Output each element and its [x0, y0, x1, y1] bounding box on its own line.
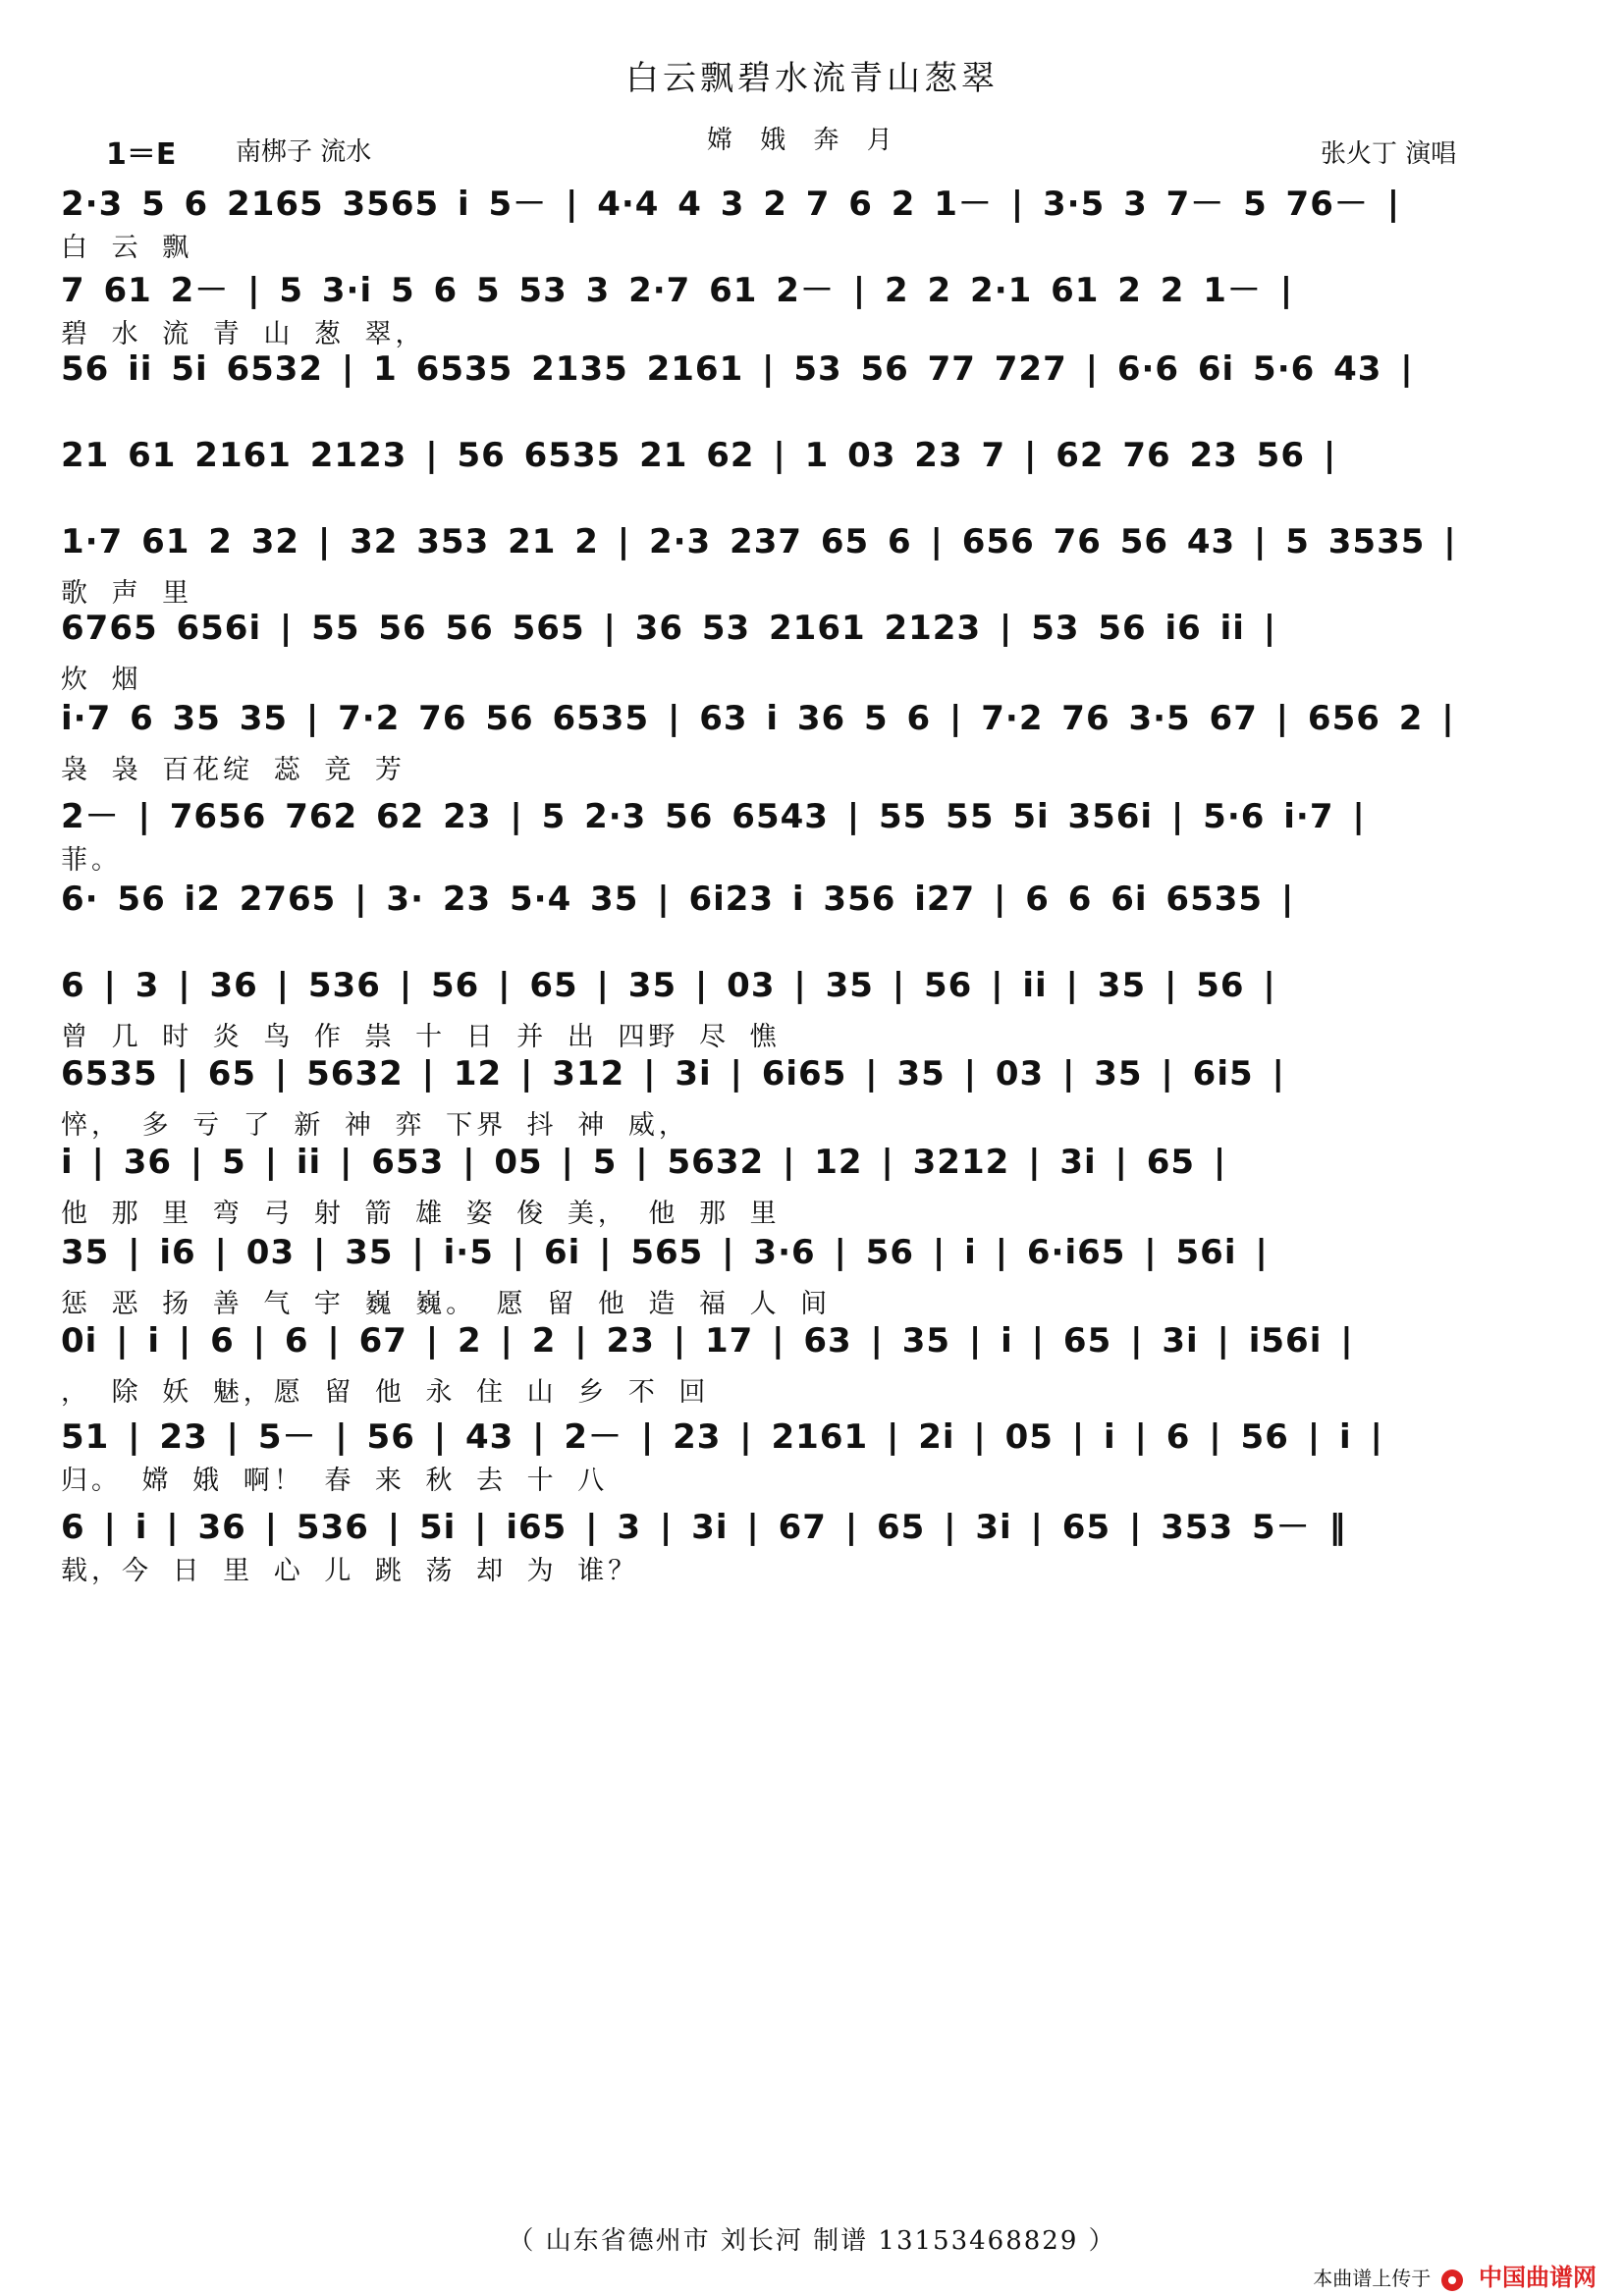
lyric-line: 归。 嫦 娥 啊！ 春 来 秋 去 十 八: [61, 1466, 609, 1496]
lyric-line: ， 除 妖 魅，愿 留 他 永 住 山 乡 不 回: [61, 1377, 710, 1408]
staff-system: [61, 1143, 1581, 1229]
watermark-label: 本曲谱上传于: [1313, 2267, 1432, 2290]
transcriber-credit: （ 山东省德州市 刘长河 制谱 13153468829 ）: [508, 2226, 1116, 2256]
notation-line: 51 | 23 | 5－ | 56 | 43 | 2－ | 23 | 2161 | 2i | 05 | i | 6 | 56 | i |: [61, 1417, 1383, 1457]
staff-system: [61, 349, 1581, 420]
lyric-line: 悴， 多 亏 了 新 神 弈 下界 抖 神 威，: [61, 1110, 689, 1141]
mode-label: 南梆子 流水: [236, 137, 372, 167]
staff-system: [61, 1233, 1581, 1319]
notation-line: 2－ | 7656 762 62 23 | 5 2·3 56 6543 | 55 55 5i 356i | 5·6 i·7 |: [61, 797, 1366, 836]
lyric-line: 载，今 日 里 心 儿 跳 荡 却 为 谁？: [61, 1556, 639, 1586]
notation-line: 56 ii 5i 6532 | 1 6535 2135 2161 | 53 56 77 727 | 6·6 6i 5·6 43 |: [61, 349, 1414, 389]
staff-system: [61, 522, 1581, 609]
notation-line: i | 36 | 5 | ii | 653 | 05 | 5 | 5632 | 12 | 3212 | 3i | 65 |: [61, 1143, 1227, 1182]
notation-line: 6· 56 i2 2765 | 3· 23 5·4 35 | 6i23 i 356 i27 | 6 6 6i 6535 |: [61, 880, 1295, 919]
notation-line: 35 | i6 | 03 | 35 | i·5 | 6i | 565 | 3·6 | 56 | i | 6·i65 | 56i |: [61, 1233, 1269, 1272]
notation-line: i·7 6 35 35 | 7·2 76 56 6535 | 63 i 36 5 6 | 7·2 76 3·5 67 | 656 2 |: [61, 699, 1455, 738]
notation-line: 1·7 61 2 32 | 32 353 21 2 | 2·3 237 65 6 | 656 76 56 43 | 5 3535 |: [61, 522, 1457, 561]
staff-system: [61, 609, 1581, 695]
staff-system: [61, 699, 1581, 785]
watermark: [1313, 2258, 1597, 2292]
site-logo-icon: [1441, 2269, 1463, 2291]
notation-line: 21 61 2161 2123 | 56 6535 21 62 | 1 03 23 7 | 62 76 23 56 |: [61, 436, 1337, 475]
notation-line: 7 61 2－ | 5 3·i 5 6 5 53 3 2·7 61 2－ | 2 2 2·1 61 2 2 1－ |: [61, 271, 1294, 310]
staff-system: [61, 966, 1581, 1052]
lyric-line: 曾 几 时 炎 鸟 作 祟 十 日 并 出 四野 尽 憔: [61, 1022, 781, 1052]
lyric-line: 炊 烟: [61, 665, 142, 695]
score-title: 白云飘碧水流青山葱翠: [625, 59, 999, 98]
lyric-line: 惩 恶 扬 善 气 宇 巍 巍。 愿 留 他 造 福 人 间: [61, 1289, 832, 1319]
staff-system: [61, 1054, 1581, 1141]
notation-line: 6 | i | 36 | 536 | 5i | i65 | 3 | 3i | 67 | 65 | 3i | 65 | 353 5－ ‖: [61, 1508, 1347, 1547]
notation-line: 2·3 5 6 2165 3565 i 5－ | 4·4 4 3 2 7 6 2 1－ | 3·5 3 7－ 5 76－ |: [61, 185, 1401, 224]
staff-system: [61, 1321, 1581, 1408]
lyric-line: 菲。: [61, 845, 122, 876]
notation-line: 6 | 3 | 36 | 536 | 56 | 65 | 35 | 03 | 35 | 56 | ii | 35 | 56 |: [61, 966, 1276, 1005]
staff-system: [61, 436, 1581, 507]
staff-system: [61, 880, 1581, 950]
lyric-line: 袅 袅 百花绽 蕊 竞 芳: [61, 755, 406, 785]
lyric-line: 碧 水 流 青 山 葱 翠，: [61, 319, 426, 349]
notation-line: 6535 | 65 | 5632 | 12 | 312 | 3i | 6i65 | 35 | 03 | 35 | 6i5 |: [61, 1054, 1285, 1094]
notation-line: 0i | i | 6 | 6 | 67 | 2 | 2 | 23 | 17 | 63 | 35 | i | 65 | 3i | i56i |: [61, 1321, 1354, 1361]
key-signature: 1＝E: [106, 137, 177, 172]
notation-line: 6765 656i | 55 56 56 565 | 36 53 2161 2123 | 53 56 i6 ii |: [61, 609, 1277, 648]
staff-system: [61, 1410, 1581, 1496]
watermark-brand: 中国曲谱网: [1479, 2264, 1597, 2291]
staff-system: [61, 263, 1581, 349]
staff-system: [61, 1500, 1581, 1586]
staff-system: [61, 789, 1581, 876]
staff-system: [61, 177, 1581, 263]
lyric-line: 歌 声 里: [61, 578, 193, 609]
performer-credit: 张火丁 演唱: [1321, 139, 1457, 169]
lyric-line: 他 那 里 弯 弓 射 箭 雄 姿 俊 美， 他 那 里: [61, 1199, 781, 1229]
lyric-line: 白 云 飘: [61, 233, 193, 263]
opera-subtitle: 嫦 娥 奔 月: [707, 126, 902, 155]
